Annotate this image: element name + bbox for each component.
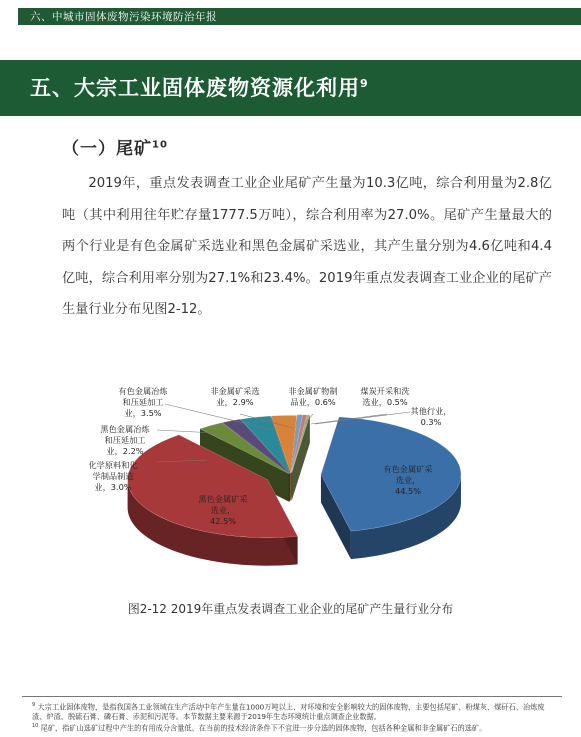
section-title-text: 五、大宗工业固体废物资源化利用 (30, 76, 360, 100)
slice-label-l3-line-1: 学制品制造 (92, 471, 134, 481)
slice-label-l6 (210, 386, 259, 408)
footnote-divider (22, 696, 562, 697)
slice-label-l2-line-2: 42.5% (209, 516, 237, 526)
slice-label-l4 (100, 424, 150, 457)
slice-label-l6-line-0: 非金属矿采选 (210, 386, 260, 396)
slice-label-l1-line-0: 有色金属矿采 (383, 464, 433, 474)
footnote-10 (32, 721, 552, 733)
slice-label-l3-line-0: 化学原料和化 (88, 460, 138, 470)
slice-label-l1-line-1: 选业， (395, 475, 421, 485)
footnote-9-text: 大宗工业固体废物，是指我国各工业领域在生产活动中年产生量在1000万吨以上、对环境和安全影响较大的固体废物，主要包括尾矿、粉煤灰、煤矸石、冶炼废渣、炉渣、脱硫石膏、磷石膏、赤泥和污泥等。本节数据主要来源于2019年生态环境统计重点调查企业数据。 (32, 702, 545, 722)
subsection-title (62, 134, 168, 159)
subsection-note-ref: 10 (152, 139, 168, 151)
slice-label-l1-line-2: 44.5% (394, 486, 422, 496)
slice-label-l5-line-1: 和压延加工 (122, 397, 164, 407)
figure-caption: 图2-12 2019年重点发表调查工业企业的尾矿产生量行业分布 (127, 602, 454, 616)
slice-label-l6-line-1: 业，2.9% (216, 397, 254, 407)
footnote-10-ref: 10 (32, 723, 39, 729)
slice-label-l9-line-0: 其他行业， (410, 406, 452, 416)
slice-label-l8-line-1: 选业，0.5% (362, 397, 408, 407)
slice-label-l8-line-0: 煤炭开采和洗 (360, 386, 410, 396)
slice-label-l7 (288, 386, 337, 408)
slice-label-l3 (88, 460, 137, 493)
footnote-10-text: 尾矿，指矿山选矿过程中产生的有用成分含量低、在当前的技术经济条件下不宜进一步分选的固体废物，包括各种金属和非金属矿石的选矿。 (40, 723, 487, 733)
section-note-ref: 9 (360, 77, 369, 90)
slice-label-l7-line-0: 非金属矿物制 (288, 386, 338, 396)
subsection-title-text: （一）尾矿 (62, 139, 152, 159)
pie-chart (88, 380, 495, 590)
slice-label-l5 (118, 386, 168, 419)
slice-label-l5-line-2: 业，3.5% (124, 408, 162, 418)
slice-label-l7-line-1: 品业，0.6% (290, 397, 336, 407)
slice-label-l9-line-1: 0.3% (420, 417, 442, 427)
footnote-9 (32, 700, 552, 722)
slice-label-l4-line-0: 黑色金属冶炼 (100, 424, 150, 434)
running-title: 六、中城市固体废物污染环境防治年报 (30, 11, 217, 23)
running-header (0, 0, 581, 28)
section-title (30, 72, 369, 102)
slice-label-l4-line-1: 和压延加工 (104, 435, 146, 445)
slice-label-l8 (360, 386, 409, 408)
body-paragraph: 2019年，重点发表调查工业企业尾矿产生量为10.3亿吨，综合利用量为2.8亿吨（其中利用往年贮存量1777.5万吨），综合利用率为27.0%。尾矿产生量最大的两个行业是有色金属矿采选业和黑色金属矿采选业，其产生量分别为4.6亿吨和4.4亿吨，综合利用率分别为27.1%和23.4%。2019年重点发表调查工业企业的尾矿产生量行业分布见图2-12。 (62, 176, 552, 317)
footnote-9-ref: 9 (32, 702, 36, 708)
slice-label-l9 (411, 406, 452, 427)
slice-label-l3-line-2: 业，3.0% (94, 482, 132, 492)
slice-label-l4-line-2: 业，2.2% (106, 446, 144, 456)
slice-label-l2-line-1: 选业， (210, 505, 236, 515)
slice-label-l2-line-0: 黑色金属矿采 (198, 494, 248, 504)
slice-label-l5-line-0: 有色金属冶炼 (118, 386, 168, 396)
